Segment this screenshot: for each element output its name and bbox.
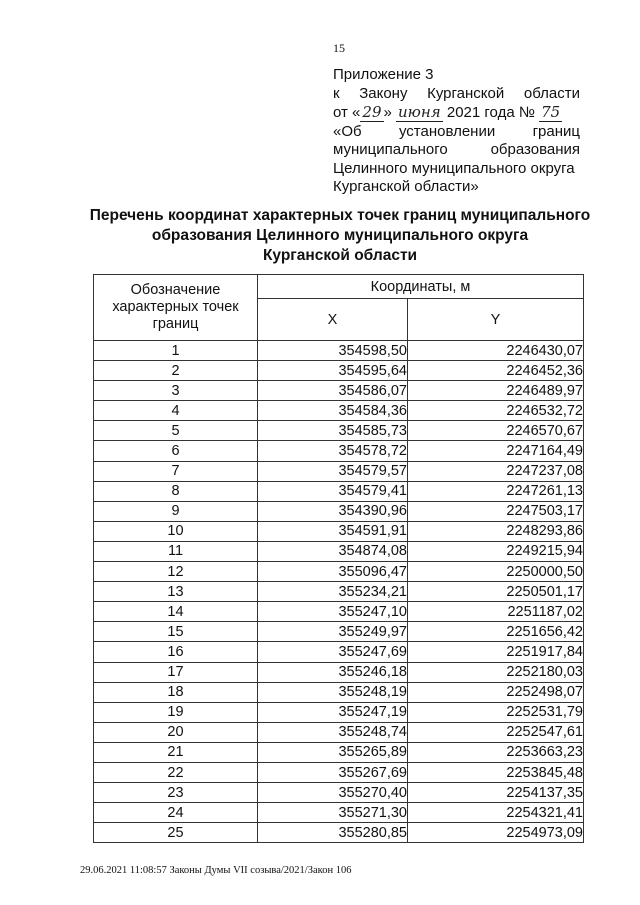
page-number: 15 [333, 41, 345, 55]
x-coordinate-cell: 355246,18 [258, 662, 408, 682]
appendix-block [333, 66, 580, 197]
y-coordinate-cell: 2248293,86 [408, 521, 584, 541]
word: «Об [333, 122, 362, 140]
word: к [333, 84, 340, 102]
x-coordinate-cell: 354874,08 [258, 541, 408, 561]
table-row [94, 501, 584, 521]
y-coordinate-cell: 2250501,17 [408, 582, 584, 602]
table-row [94, 742, 584, 762]
x-coordinate-cell: 355267,69 [258, 762, 408, 782]
table-row [94, 783, 584, 803]
word: образования [490, 141, 580, 158]
handwritten-month: июня [398, 103, 441, 121]
point-number-cell: 18 [94, 682, 258, 702]
x-coordinate-cell: 354579,57 [258, 461, 408, 481]
point-number-cell: 24 [94, 803, 258, 823]
word: границ [532, 122, 580, 140]
point-number-cell: 9 [94, 501, 258, 521]
x-coordinate-cell: 354390,96 [258, 501, 408, 521]
table-body [94, 341, 584, 843]
x-coordinate-cell: 355249,97 [258, 622, 408, 642]
table-row [94, 682, 584, 702]
point-number-cell: 5 [94, 421, 258, 441]
table-row [94, 441, 584, 461]
word: Закону [359, 84, 408, 102]
point-number-cell: 12 [94, 562, 258, 582]
y-coordinate-cell: 2254973,09 [408, 823, 584, 843]
x-coordinate-cell: 354586,07 [258, 381, 408, 401]
appendix-subject-line: Целинного муниципального округа [333, 159, 575, 177]
table-row [94, 341, 584, 361]
title-line: образования Целинного муниципального округа [151, 227, 529, 244]
y-coordinate-cell: 2247503,17 [408, 501, 584, 521]
table-row [94, 803, 584, 823]
table-row [94, 702, 584, 722]
y-coordinate-cell: 2250000,50 [408, 562, 584, 582]
y-coordinate-cell: 2252498,07 [408, 682, 584, 702]
point-number-cell: 3 [94, 381, 258, 401]
x-coordinate-cell: 355248,74 [258, 722, 408, 742]
x-coordinate-cell: 355247,10 [258, 602, 408, 622]
x-coordinate-cell: 354579,41 [258, 481, 408, 501]
table-row [94, 481, 584, 501]
y-coordinate-cell: 2247237,08 [408, 461, 584, 481]
x-coordinate-cell: 355280,85 [258, 823, 408, 843]
x-coordinate-cell: 355248,19 [258, 682, 408, 702]
table-row [94, 602, 584, 622]
date-prefix: от « [333, 104, 361, 121]
x-coordinate-cell: 354585,73 [258, 421, 408, 441]
appendix-date-line [333, 103, 580, 123]
table-row [94, 642, 584, 662]
table-row [94, 562, 584, 582]
header-designation [94, 275, 258, 341]
point-number-cell: 6 [94, 441, 258, 461]
x-coordinate-cell: 354595,64 [258, 361, 408, 381]
x-coordinate-cell: 354584,36 [258, 401, 408, 421]
word: области [523, 84, 580, 102]
x-coordinate-cell: 355096,47 [258, 562, 408, 582]
table-row [94, 762, 584, 782]
word: установлении [398, 122, 496, 140]
point-number-cell: 13 [94, 582, 258, 602]
y-coordinate-cell: 2251917,84 [408, 642, 584, 662]
point-number-cell: 19 [94, 702, 258, 722]
point-number-cell: 2 [94, 361, 258, 381]
y-coordinate-cell: 2253845,48 [408, 762, 584, 782]
x-coordinate-cell: 354591,91 [258, 521, 408, 541]
table-row [94, 361, 584, 381]
table-row [94, 401, 584, 421]
y-coordinate-cell: 2246570,67 [408, 421, 584, 441]
title-line: Перечень координат характерных точек границ муниципального [89, 207, 591, 224]
header-line: границ [152, 316, 199, 332]
table-row [94, 381, 584, 401]
y-coordinate-cell: 2254137,35 [408, 783, 584, 803]
point-number-cell: 7 [94, 461, 258, 481]
header-y: Y [408, 299, 584, 341]
table-row [94, 622, 584, 642]
document-title [80, 206, 600, 266]
word: муниципального [333, 141, 448, 158]
appendix-subject-line [333, 141, 580, 160]
y-coordinate-cell: 2249215,94 [408, 541, 584, 561]
word: Курганской [427, 84, 505, 102]
y-coordinate-cell: 2246532,72 [408, 401, 584, 421]
y-coordinate-cell: 2253663,23 [408, 742, 584, 762]
table-header-row [94, 275, 584, 299]
title-line: Курганской области [262, 247, 418, 264]
point-number-cell: 23 [94, 783, 258, 803]
point-number-cell: 17 [94, 662, 258, 682]
y-coordinate-cell: 2252180,03 [408, 662, 584, 682]
y-coordinate-cell: 2246430,07 [408, 341, 584, 361]
x-coordinate-cell: 355247,69 [258, 642, 408, 662]
header-line: Обозначение [130, 282, 221, 298]
table-row [94, 521, 584, 541]
point-number-cell: 11 [94, 541, 258, 561]
x-coordinate-cell: 355265,89 [258, 742, 408, 762]
date-mid: » [383, 104, 392, 121]
x-coordinate-cell: 355270,40 [258, 783, 408, 803]
handwritten-law-number: 75 [541, 103, 561, 121]
y-coordinate-cell: 2251656,42 [408, 622, 584, 642]
appendix-subject-line [333, 123, 580, 142]
header-line: характерных точек [112, 299, 239, 315]
y-coordinate-cell: 2251187,02 [408, 602, 584, 622]
appendix-law-line [333, 85, 580, 104]
y-coordinate-cell: 2252531,79 [408, 702, 584, 722]
y-coordinate-cell: 2254321,41 [408, 803, 584, 823]
table-row [94, 662, 584, 682]
y-coordinate-cell: 2247164,49 [408, 441, 584, 461]
point-number-cell: 16 [94, 642, 258, 662]
x-coordinate-cell: 355271,30 [258, 803, 408, 823]
table-row [94, 582, 584, 602]
point-number-cell: 1 [94, 341, 258, 361]
header-coordinates: Координаты, м [258, 275, 584, 299]
table-row [94, 421, 584, 441]
x-coordinate-cell: 354598,50 [258, 341, 408, 361]
x-coordinate-cell: 355247,19 [258, 702, 408, 722]
point-number-cell: 21 [94, 742, 258, 762]
coordinates-table [93, 274, 584, 843]
appendix-title: Приложение 3 [333, 66, 434, 83]
point-number-cell: 15 [94, 622, 258, 642]
footer-stamp: 29.06.2021 11:08:57 Законы Думы VII созыва/2021/Закон 106 [80, 865, 352, 876]
table-row [94, 722, 584, 742]
point-number-cell: 25 [94, 823, 258, 843]
handwritten-day: 29 [362, 103, 382, 121]
x-coordinate-cell: 355234,21 [258, 582, 408, 602]
point-number-cell: 4 [94, 401, 258, 421]
y-coordinate-cell: 2252547,61 [408, 722, 584, 742]
point-number-cell: 22 [94, 762, 258, 782]
x-coordinate-cell: 354578,72 [258, 441, 408, 461]
year-text: 2021 года № [446, 104, 535, 121]
point-number-cell: 20 [94, 722, 258, 742]
appendix-subject-line: Курганской области» [333, 178, 479, 195]
point-number-cell: 8 [94, 481, 258, 501]
y-coordinate-cell: 2247261,13 [408, 481, 584, 501]
table-row [94, 823, 584, 843]
y-coordinate-cell: 2246452,36 [408, 361, 584, 381]
table-row [94, 461, 584, 481]
y-coordinate-cell: 2246489,97 [408, 381, 584, 401]
table-row [94, 541, 584, 561]
point-number-cell: 10 [94, 521, 258, 541]
point-number-cell: 14 [94, 602, 258, 622]
header-x: X [258, 299, 408, 341]
